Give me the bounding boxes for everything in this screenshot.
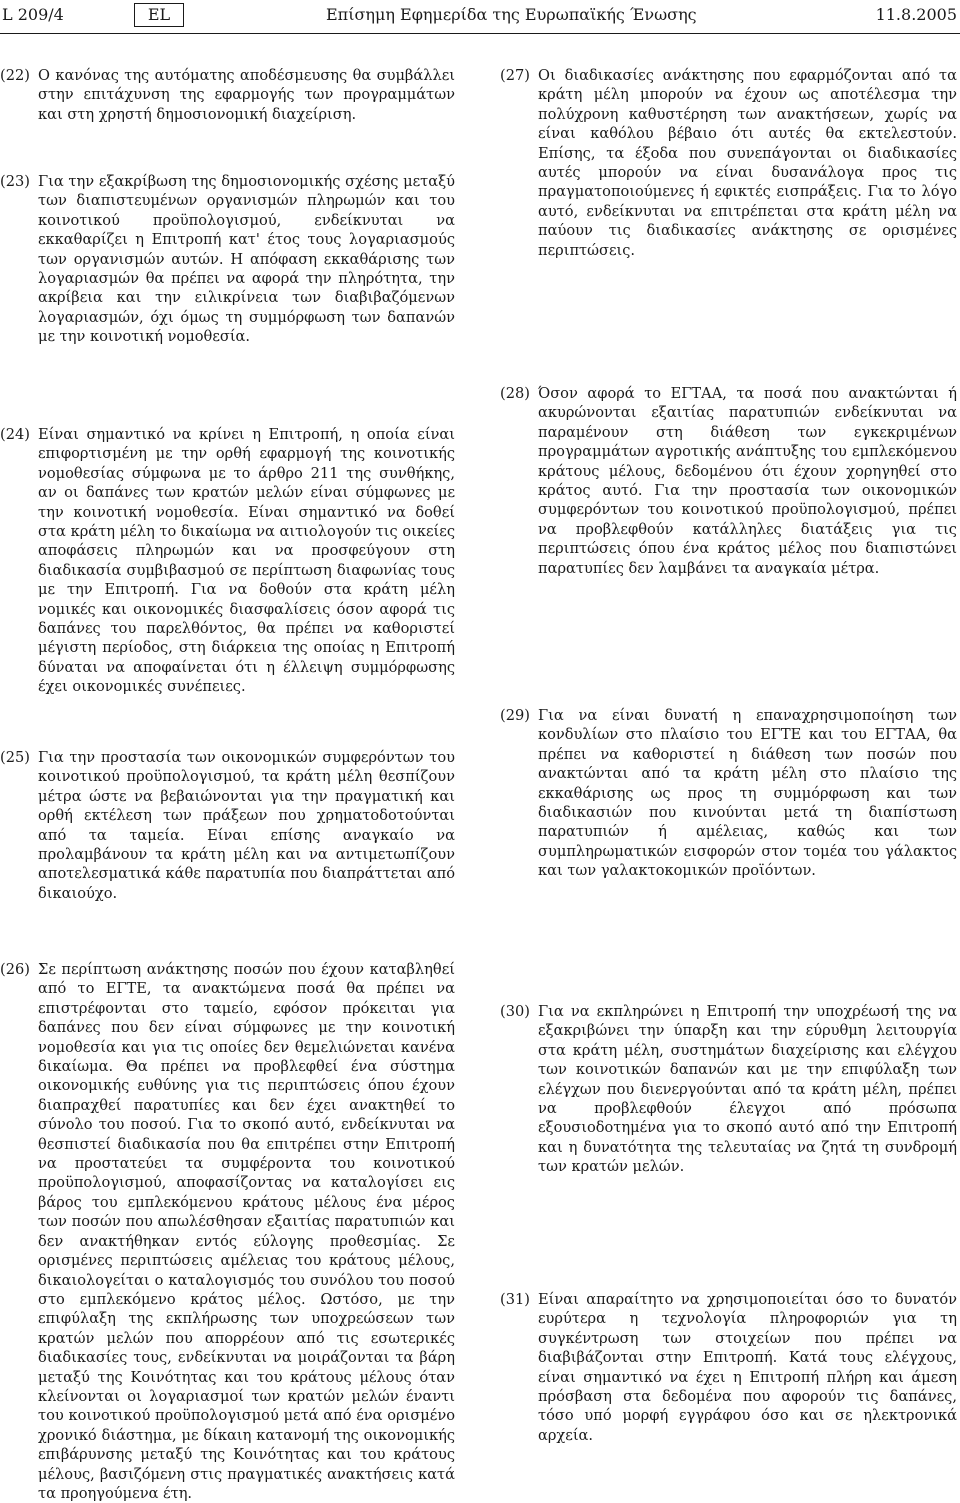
left-column [0,0,455,1502]
recital-text: Για την εξακρίβωση της δημοσιονομικής σχέσης μεταξύ των διαπιστευμένων οργανισμών πληρωμών και του κοινοτικού προϋπολογισμού, ενδείκνυται να εκκαθαρίζει η Επιτροπή κατ' έτος τους λογαριασμούς των οργανισμών αυτών. Η απόφαση εκκαθάρισης των λογαριασμών θα πρέπει να αφορά την πληρότητα, την ακρίβεια και την ειλικρίνεια των διαβιβαζόμενων λογαριασμών, όχι όμως τη συμμόρφωση των δαπανών με την κοινοτική νομοθεσία. [38,173,455,346]
recital-27 [500,66,957,260]
language-box: EL [134,3,184,27]
recital-29 [500,706,957,881]
recital-number: (30) [500,1003,530,1020]
recital-number: (27) [500,67,530,84]
recital-25 [0,748,455,903]
recital-22 [0,66,455,124]
recital-number: (29) [500,707,530,724]
recital-text: Οι διαδικασίες ανάκτησης που εφαρμόζονται από τα κράτη μέλη μπορούν να έχουν ως αποτέλεσμα την πολύχρονη καθυστέρηση των ανακτήσεων, χωρίς να είναι καθόλου βέβαιο ότι αυτές θα εκτελεστούν. Επίσης, τα έξοδα που συνεπάγονται οι διαδικασίες αυτές μπορούν να είναι δυσανάλογα προς τις πραγματοποιούμενες ή εφικτές εισπράξεις. Για το λόγο αυτό, ενδείκνυται να επιτρέπεται στα κράτη μέλη να παύουν τις διαδικασίες ανάκτησης σε ορισμένες περιπτώσεις. [538,67,957,259]
right-column [500,0,957,1444]
recital-text: Είναι σημαντικό να κρίνει η Επιτροπή, η οποία είναι επιφορτισμένη με την ορθή εφαρμογή της κοινοτικής νομοθεσίας σύμφωνα με το άρθρο 211 της συνθήκης, αν οι δαπάνες των κρατών μελών είναι σύμφωνες με την κοινοτική νομοθεσία. Είναι σημαντικό να δοθεί στα κράτη μέλη το δικαίωμα να αιτιολογούν τις οικείες αποφάσεις πληρωμών και να προσφεύγουν στη διαδικασία συμβιβασμού σε περίπτωση διαφωνίας τους με την Επιτροπή. Για να δοθούν στα κράτη μέλη νομικές και οικονομικές διασφαλίσεις όσον αφορά τις δαπάνες του παρελθόντος, θα πρέπει να καθοριστεί μέγιστη περίοδος, στη διάρκεια της οποίας η Επιτροπή δύναται να αποφαίνεται ότι η έλλειψη συμμόρφωσης έχει οικονομικές συνέπειες. [38,426,455,696]
recital-number: (25) [0,749,30,766]
recital-number: (23) [0,173,30,190]
page-reference: L 209/4 [2,5,64,24]
recital-text: Είναι απαραίτητο να χρησιμοποιείται όσο το δυνατόν ευρύτερα η τεχνολογία πληροφοριών για τη συγκέντρωση των στοιχείων που πρέπει να διαβιβάζονται στην Επιτροπή. Κατά τους ελέγχους, είναι σημαντικό να έχει η Επιτροπή πλήρη και άμεση πρόσβαση στα δεδομένα που αφορούν τις δαπάνες, τόσο υπό μορφή εγγράφου όσο και σε ηλεκτρονικά αρχεία. [538,1291,957,1444]
recital-31 [500,1290,957,1445]
recital-number: (31) [500,1291,530,1308]
recital-text: Για να εκπληρώνει η Επιτροπή την υποχρέωσή της να εξακριβώνει την ύπαρξη και την εύρυθμη λειτουργία στα κράτη μέλη, συστημάτων διαχείρισης και ελέγχου των κοινοτικών δαπανών και με την επιφύλαξη των ελέγχων που διενεργούνται από τα κράτη μέλη, πρέπει να προβλεφθούν έλεγχοι από πρόσωπα εξουσιοδοτημένα για το σκοπό αυτό από την Επιτροπή και η δυνατότητα της τελευταίας να ζητά τη συνδρομή των κρατών μελών. [538,1003,957,1176]
publication-date: 11.8.2005 [875,5,957,24]
recital-text: Ο κανόνας της αυτόματης αποδέσμευσης θα συμβάλλει στην επιτάχυνση της εφαρμογής των προγραμμάτων και στη χρηστή δημοσιονομική διαχείριση. [38,67,455,123]
recital-23 [0,172,455,347]
recital-number: (22) [0,67,30,84]
recital-text: Σε περίπτωση ανάκτησης ποσών που έχουν καταβληθεί από το ΕΓΤΕ, τα ανακτώμενα ποσά θα πρέπει να επιστρέφονται στο ταμείο, εφόσον πρόκειται για δαπάνες που δεν είναι σύμφωνες με την κοινοτική νομοθεσία και για τις οποίες δεν θεμελιώνεται κανένα δικαίωμα. Θα πρέπει να προβλεφθεί ένα σύστημα οικονομικής ευθύνης για τις περιπτώσεις όπου έχουν διαπραχθεί παρατυπίες και δεν έχει ανακτηθεί το σύνολο του ποσού. Για το σκοπό αυτό, ενδείκνυται να θεσπιστεί διαδικασία που θα επιτρέπει στην Επιτροπή να προστατεύει τα συμφέροντα του κοινοτικού προϋπολογισμού, αποφασίζοντας να καταλογίσει εις βάρος του εμπλεκόμενου κράτους μέλους ένα μέρος των ποσών που απωλέσθησαν εξαιτίας παρατυπιών και δεν ανακτήθηκαν εντός εύλογης προθεσμίας. Σε ορισμένες περιπτώσεις αμέλειας του κράτους μέλους, δικαιολογείται ο καταλογισμός του συνόλου του ποσού στο εμπλεκόμενο κράτος μέλος. Ωστόσο, με την επιφύλαξη της εκπλήρωσης των υποχρεώσεων των κρατών μελών που απορρέουν από τις εσωτερικές διαδικασίες τους, ενδείκνυται να μοιράζονται τα βάρη μεταξύ της Κοινότητας και του κράτους μέλους όταν κλείνονται οι λογαριασμοί των κρατών μελών έναντι του κοινοτικού προϋπολογισμού μετά από ένα ορισμένο χρονικό διάστημα, με δίκαιη κατανομή της οικονομικής επιβάρυνσης μεταξύ της Κοινότητας και του κράτους μέλους, βασιζόμενη στις πραγματικές ανακτήσεις κατά τα προηγούμενα έτη. [38,961,455,1502]
recital-28 [500,384,957,578]
recital-number: (24) [0,426,30,443]
recital-30 [500,1002,957,1177]
recital-text: Για να είναι δυνατή η επαναχρησιμοποίηση των κονδυλίων στο πλαίσιο του ΕΓΤΕ και του ΕΓΤΑΑ, θα πρέπει να καθοριστεί η διάθεση των ποσών που ανακτώνται από τα κράτη μέλη στο πλαίσιο της εκκαθάρισης ως προς τη συμμόρφωση και των διαδικασιών που κινούνται μετά τη διαπίστωση παρατυπιών ή αμέλειας, καθώς και των συμπληρωματικών εισφορών στον τομέα του γάλακτος και των γαλακτοκομικών προϊόντων. [538,707,957,880]
journal-title: Επίσημη Εφημερίδα της Ευρωπαϊκής Ένωσης [326,5,697,24]
recital-number: (28) [500,385,530,402]
recital-26 [0,960,455,1503]
recital-text: Για την προστασία των οικονομικών συμφερόντων του κοινοτικού προϋπολογισμού, τα κράτη μέλη θεσπίζουν μέτρα ώστε να βεβαιώνονται για την πραγματική και ορθή εκτέλεση των πράξεων που χρηματοδοτούνται από τα ταμεία. Είναι επίσης αναγκαίο να προλαμβάνουν τα κράτη μέλη και να αντιμετωπίζουν αποτελεσματικά κάθε παρατυπία που διαπράττεται από δικαιούχο. [38,749,455,902]
recital-24 [0,425,455,697]
recital-number: (26) [0,961,30,978]
recital-text: Όσον αφορά το ΕΓΤΑΑ, τα ποσά που ανακτώνται ή ακυρώνονται εξαιτίας παρατυπιών ενδείκνυται να παραμένουν στη διάθεση των εγκεκριμένων προγραμμάτων αγροτικής ανάπτυξης του εμπλεκόμενου κράτους μέλους, δεδομένου ότι έχουν χορηγηθεί στο κράτος αυτό. Για την προστασία των οικονομικών συμφερόντων του κοινοτικού προϋπολογισμού, πρέπει να προβλεφθούν κατάλληλες διατάξεις για τις περιπτώσεις όπου ένα κράτος μέλος που διαπιστώνει παρατυπίες δεν λαμβάνει τα αναγκαία μέτρα. [538,385,957,577]
